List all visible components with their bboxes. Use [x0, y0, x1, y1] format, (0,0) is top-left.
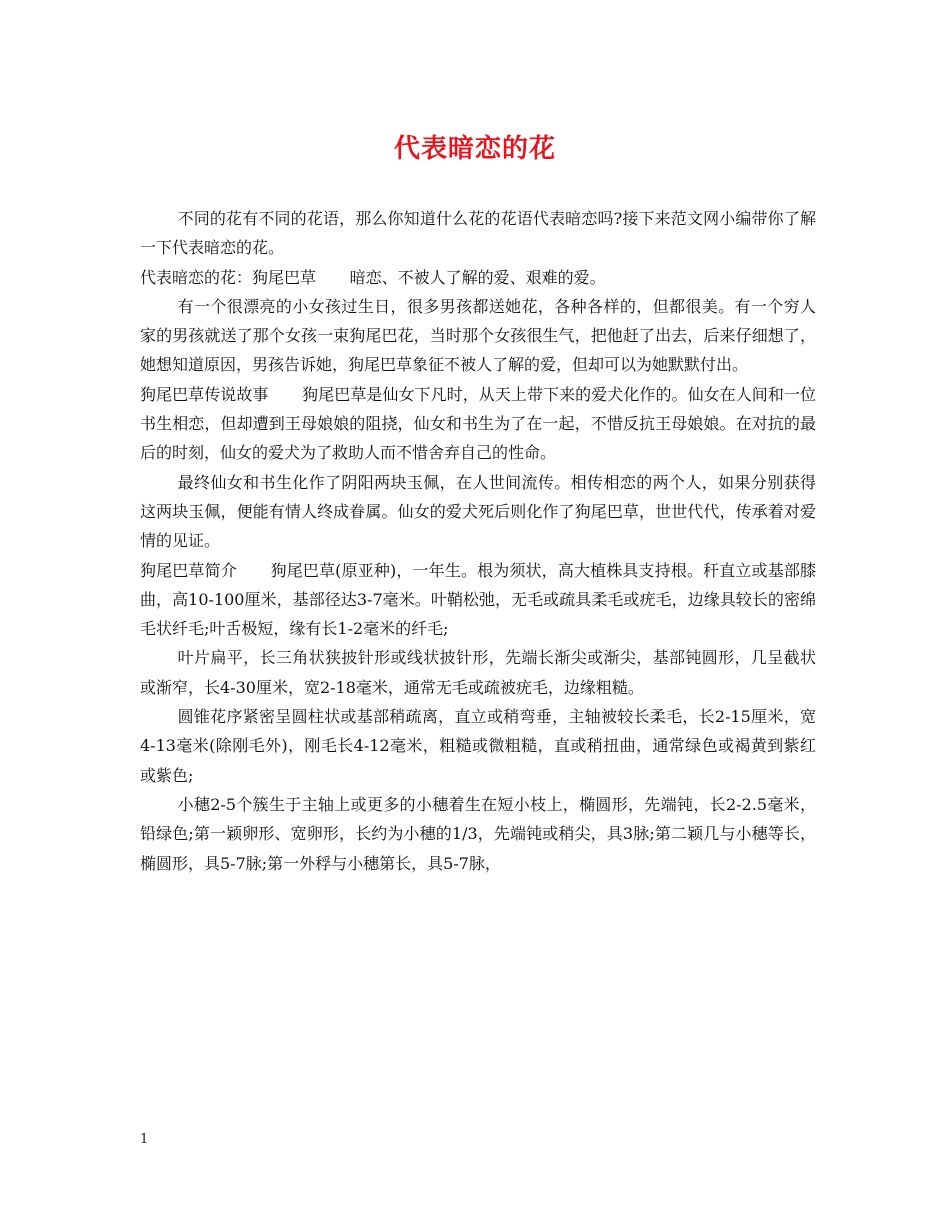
paragraph-spikelet: [140, 790, 816, 878]
paragraph-text: 暗恋、不被人了解的爱、艰难的爱。: [349, 267, 606, 287]
paragraph-intro: [140, 204, 816, 263]
paragraph-introduction: [140, 556, 816, 644]
paragraph-text: 不同的花有不同的花语，那么你知道什么花的花语代表暗恋吗?接下来范文网小编带你了解一下代表暗恋的花。: [140, 209, 816, 258]
paragraph-text: 有一个很漂亮的小女孩过生日，很多男孩都送她花，各种各样的，但都很美。有一个穷人家的男孩就送了那个女孩一束狗尾巴花，当时那个女孩很生气，把他赶了出去，后来仔细想了，她想知道原因，男孩告诉她，狗尾巴草象征不被人了解的爱，但却可以为她默默付出。: [140, 296, 816, 375]
paragraph-text: 狗尾巴草(原亚种)，一年生。根为须状，高大植株具支持根。秆直立或基部膝曲，高10-100厘米，基部径达3-7毫米。叶鞘松弛，无毛或疏具柔毛或疣毛，边缘具较长的密绵毛状纤毛;叶舌极短，缘有长1-2毫米的纤毛;: [140, 560, 816, 639]
paragraph-text: 狗尾巴草是仙女下凡时，从天上带下来的爱犬化作的。仙女在人间和一位书生相恋，但却遭到王母娘娘的阻挠，仙女和书生为了在一起，不惜反抗王母娘娘。在对抗的最后的时刻，仙女的爱犬为了救助人而不惜舍弃自己的性命。: [140, 384, 816, 463]
page-title: 代表暗恋的花: [393, 134, 556, 164]
page-number: 1: [140, 1132, 149, 1147]
paragraph-text: 叶片扁平，长三角状狭披针形或线状披针形，先端长渐尖或渐尖，基部钝圆形，几呈截状或渐窄，长4-30厘米，宽2-18毫米，通常无毛或疏被疣毛，边缘粗糙。: [140, 648, 816, 697]
document-body: [140, 204, 816, 878]
paragraph-leaf: [140, 643, 816, 702]
paragraph-jade-pendant: [140, 468, 816, 556]
paragraph-story-birthday: [140, 292, 816, 380]
paragraph-text: 最终仙女和书生化作了阴阳两块玉佩，在人世间流传。相传相恋的两个人，如果分别获得这两块玉佩，便能有情人终成眷属。仙女的爱犬死后则化作了狗尾巴草，世世代代，传承着对爱情的见证。: [140, 472, 816, 551]
section-label: 狗尾巴草传说故事: [140, 384, 269, 404]
paragraph-legend: [140, 380, 816, 468]
paragraph-text: 小穗2-5个簇生于主轴上或更多的小穗着生在短小枝上，椭圆形，先端钝，长2-2.5毫米，铅绿色;第一颖卵形、宽卵形，长约为小穗的1/3，先端钝或稍尖，具3脉;第二颖几与小穗等长，椭圆形，具5-7脉;第一外稃与小穗第长，具5-7脉，: [140, 794, 816, 873]
section-label: 代表暗恋的花：狗尾巴草: [140, 267, 317, 287]
section-label: 狗尾巴草简介: [140, 560, 237, 580]
paragraph-flower-meaning: [140, 263, 816, 292]
paragraph-panicle: [140, 702, 816, 790]
paragraph-text: 圆锥花序紧密呈圆柱状或基部稍疏离，直立或稍弯垂，主轴被较长柔毛，长2-15厘米，宽4-13毫米(除刚毛外)，刚毛长4-12毫米，粗糙或微粗糙，直或稍扭曲，通常绿色或褐黄到紫红或紫色;: [140, 707, 816, 785]
